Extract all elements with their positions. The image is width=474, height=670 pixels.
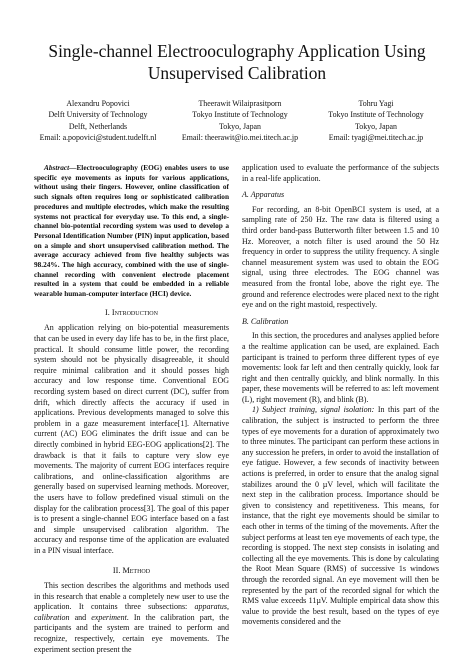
subsection-heading-apparatus: A. Apparatus bbox=[242, 190, 285, 200]
section-heading-method: II. Method bbox=[112, 565, 151, 575]
author-affiliation: Tokyo Institute of Technology bbox=[192, 110, 288, 120]
subsection-heading-calibration: B. Calibration bbox=[242, 316, 289, 326]
text-run: This section describes the algorithms and methods used in this research that enable a completely new user to use the application. It contains three subsections: bbox=[34, 581, 229, 612]
italic-term: experiment bbox=[91, 612, 127, 622]
text-run: and bbox=[69, 612, 92, 622]
italic-term: apparatus bbox=[194, 602, 227, 612]
author-affiliation: Delft University of Technology bbox=[48, 110, 148, 120]
abstract-text: —Electrooculography (EOG) enables users to use specific eye movements as inputs for various applications, without using their fingers. However, online classification of such signals often requires long or sophisticated calibration procedures and multiple electrodes, which make the resulting systems not practical for everyday use. To this end, a single-channel bio-potential recording system was used to develop a Personal Identification Number (PIN) input application, based on a simple and short unsupervised calibration method. The average accuracy achieved from five healthy subjects was 98.24%. The high accuracy, combined with the use of single-channel recording with convenient electrode placement resulted in a system that could be embedded in a reliable wearable human-computer interface (HCI) device. bbox=[34, 163, 229, 299]
author-1 bbox=[28, 98, 168, 144]
author-name: Alexandru Popovici bbox=[66, 99, 130, 108]
author-3 bbox=[304, 98, 448, 144]
author-name: Tohru Yagi bbox=[358, 99, 394, 108]
paragraph-text: In this part of the calibration, the subject is instructed to perform the three types of eye movements for a duration of approximately two to three minutes. The participant can perform these actions in any succession he prefers, in order to avoid the installation of eye fatigue. However, a few seconds of inactivity between actions is preferred, in order to ensure that the analog signal stabilizes around the 0 µV level, which will facilitate the next step in the calibration process. Importance should be given to consistency and repetitiveness. This means, for instance, that the right eye movements should be similar to each other in terms of the timing of the movements. After the subject performs at least ten eye movements of each type, the recording is stopped. The next step consists in isolating and collecting all the eye movements. This is done by calculating the Root Mean Square (RMS) of successive 1s windows through the recorded signal. An eye movement will then be represented by the part of the recorded signal for which the RMS value exceeds 11µV. Multiple empirical data show this value to provide the best result, based on the types of eye movements considered and the bbox=[242, 405, 439, 627]
section-heading-introduction: I. Introduction bbox=[105, 307, 158, 317]
text-run: , bbox=[227, 602, 229, 612]
author-email: Email: a.popovici@student.tudelft.nl bbox=[39, 133, 157, 143]
apparatus-paragraph: For recording, an 8-bit OpenBCI system is used, at a sampling rate of 250 Hz. The raw data is filtered using a third order band-pass Butterworth filter between 1.5 and 10 Hz. Moreover, a notch filter is used around the 50 Hz frequency in order to suppress the utility frequency. A single channel measurement system was used to obtain the EOG signal, using three electrodes. The EOG channel was measured from the frontal lobe, above the right eye. The ground and reference electrodes were placed next to the right eye and on the right mastoid, respectively. bbox=[242, 204, 439, 310]
abstract-label: Abstract bbox=[44, 163, 70, 172]
author-name: Theerawit Wilaiprasitporn bbox=[198, 99, 282, 108]
abstract bbox=[34, 163, 229, 299]
left-column bbox=[34, 163, 229, 655]
calibration-paragraph: In this section, the procedures and analyses applied before a the realtime application can be used, are explained. Each participant is trained to perform three different types of eye movements: look far left and then centrally quickly, look far right and then centrally quickly, and blink normally. In this paper, these movements will be referred to as: left movement (L), right movement (R), and blink (B). bbox=[242, 331, 439, 404]
introduction-paragraph: An application relying on bio-potential measurements that can be used in every day life has to be, in the first place, practical. It should consume little power, the recording system should not be physically disagreeable, it should require minimal calibration and it should posses high accuracy and low response time. Conventional EOG recording system based on direct current (DC), suffer from drift, which directly affects the accuracy if used in applications. Previous developments managed to solve this problem in a gaze measurement interface[1]. Alternative current (AC) EOG eliminates the drift issue and can be directly combined in hybrid EEG-EOG applications[2]. The drawback is that it fails to capture very slow eye movements. The majority of current EOG interfaces require calibrations, and online-classification algorithms are generally based on supervised learning methods. Moreover, the users have to follow predefined visual stimuli on the display for the calibration process[3]. The goal of this paper is to present a single-channel EOG interface based on a fast and simple unsupervised calibration algorithm. The accuracy and response time of the application are evaluated in a PIN visual interface. bbox=[34, 323, 229, 555]
subject-training-paragraph bbox=[242, 405, 439, 627]
author-email: Email: tyagi@mei.titech.ac.jp bbox=[328, 133, 424, 143]
text-run: . In the calibration part, the participants and the system are trained to perform and recognize, respectively, certain eye movements. The experiment section present the bbox=[34, 612, 229, 654]
author-location: Delft, Netherlands bbox=[68, 121, 128, 131]
continued-paragraph: application used to evaluate the performance of the subjects in a real-life application. bbox=[242, 163, 439, 183]
paper-title: Single-channel Electrooculography Application Using Unsupervised Calibration bbox=[48, 41, 426, 83]
right-column bbox=[242, 163, 439, 628]
author-affiliation: Tokyo Institute of Technology bbox=[328, 110, 424, 120]
author-location: Tokyo, Japan bbox=[219, 121, 261, 131]
author-email: Email: theerawit@io.mei.titech.ac.jp bbox=[181, 133, 299, 143]
author-block bbox=[0, 98, 474, 144]
paragraph-heading: 1) Subject training, signal isolation: bbox=[252, 405, 375, 415]
italic-term: calibration bbox=[34, 612, 70, 622]
author-2 bbox=[170, 98, 310, 144]
method-paragraph bbox=[34, 581, 229, 655]
author-location: Tokyo, Japan bbox=[355, 121, 397, 131]
